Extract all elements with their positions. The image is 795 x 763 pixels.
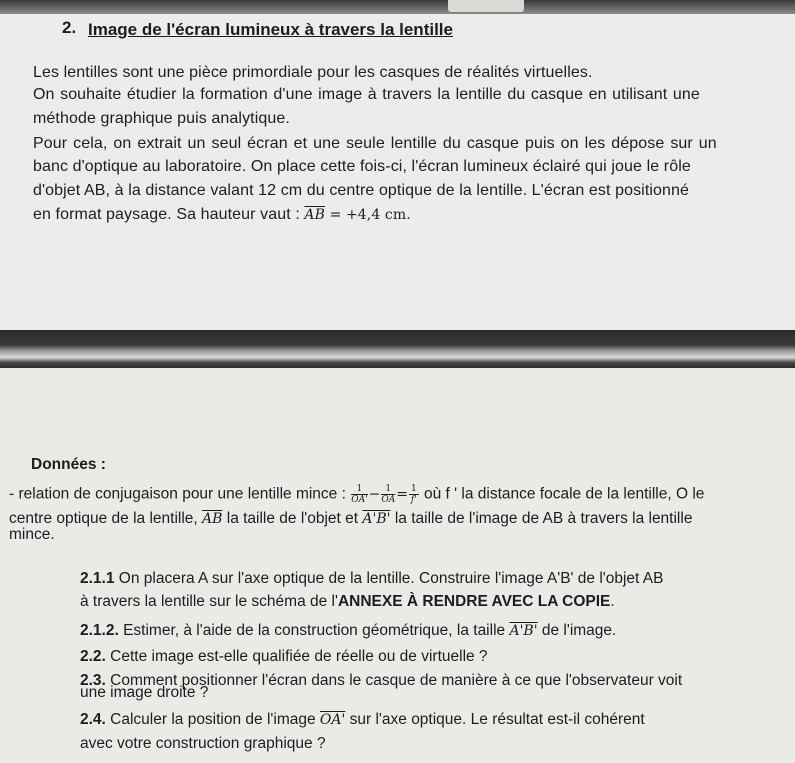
fraction-3-num: 1 [410,484,417,494]
q24-number: 2.4. [80,711,106,728]
q24-a: Calculer la position de l'image [105,711,320,728]
q23-line-1: Comment positionner l'écran dans le casque de manière à ce que l'observateur voit [105,672,683,689]
relation-prefix: - relation de conjugaison pour une lentille mince : [9,485,351,503]
donnees-heading: Données : [31,456,106,473]
q211-line-2-a: à travers la lentille sur le schéma de l' [80,593,338,610]
q211-line-1: On placera A sur l'axe optique de la lentille. Construire l'image A'B' de l'objet AB [114,570,664,587]
conjugation-relation [9,484,704,505]
fraction-3 [409,484,419,505]
equals-sign: = [396,486,408,503]
question-2-4 [80,711,645,729]
apbp-variable: A'B' [362,511,391,527]
question-2-1-1-line-2 [80,593,615,611]
q212-variable: A'B' [509,623,538,639]
intro-line-6: d'objet AB, à la distance valant 12 cm du centre optique de la lentille. L'écran est positionné [33,182,690,199]
q211-number: 2.1.1 [80,570,115,587]
fraction-2 [381,484,395,505]
donnees-line-3: mince. [9,526,55,543]
section-title: Image de l'écran lumineux à travers la lentille [88,20,453,39]
fraction-1-num: 1 [351,484,367,495]
ab-variable: $\overline{AB}$ [304,207,326,223]
intro-line-7 [33,206,411,224]
question-2-1-2 [80,622,616,640]
page-lower [0,368,795,763]
q23-number: 2.3. [80,672,106,689]
question-2-1-1 [80,570,664,588]
section-number: 2. [62,18,77,37]
annex-reference: ANNEXE À RENDRE AVEC LA COPIE [337,593,611,610]
q212-a: Estimer, à l'aide de la construction géométrique, la taille [118,622,510,639]
donnees-line-2-a: centre optique de la lentille, [9,510,203,527]
q24-variable: OA' [319,712,346,728]
fraction-2-den: OA [381,495,396,505]
fraction-1 [351,484,367,505]
intro-line-7-text: en format paysage. Sa hauteur vaut : [33,206,305,223]
donnees-line-2-b: la taille de l'objet et [222,510,363,527]
fraction-1-den: OA' [351,495,368,505]
intro-line-1: Les lentilles sont une pièce primordiale pour les casques de réalités virtuelles. [33,64,593,81]
question-2-2 [80,648,488,666]
intro-line-5: banc d'optique au laboratoire. On place cette fois-ci, l'écran lumineux éclairé qui joue le rôle [33,158,691,175]
intro-line-2: On souhaite étudier la formation d'une image à travers la lentille du casque en utilisant une [33,86,700,103]
relation-suffix: où f ' la distance focale de la lentille, O le [419,485,705,503]
donnees-line-2 [9,510,692,528]
q22-number: 2.2. [80,648,106,665]
donnees-line-2-c: la taille de l'image de AB à travers la lentille [390,510,693,527]
q24-b: sur l'axe optique. Le résultat est-il cohérent [345,711,645,728]
ab-value: = +4,4 cm. [325,207,411,223]
question-2-3-line-2: une image droite ? [80,684,209,701]
intro-line-4: Pour cela, on extrait un seul écran et une seule lentille du casque puis on les dépose sur un [33,135,717,152]
fraction-2-num: 1 [381,484,395,495]
q212-b: de l'image. [537,622,617,639]
ab-variable-2: $\overline{AB}$ [202,511,223,527]
q211-line-2-c: . [610,593,615,610]
q212-number: 2.1.2. [80,622,119,639]
top-edge [0,0,795,14]
q22-text: Cette image est-elle qualifiée de réelle ou de virtuelle ? [105,648,488,665]
intro-line-3: méthode graphique puis analytique. [33,110,290,127]
fraction-3-den: f' [410,495,417,505]
minus-sign: − [368,486,381,503]
question-2-4-line-2: avec votre construction graphique ? [80,735,326,752]
page-separator [0,330,795,368]
top-tab [448,0,524,12]
